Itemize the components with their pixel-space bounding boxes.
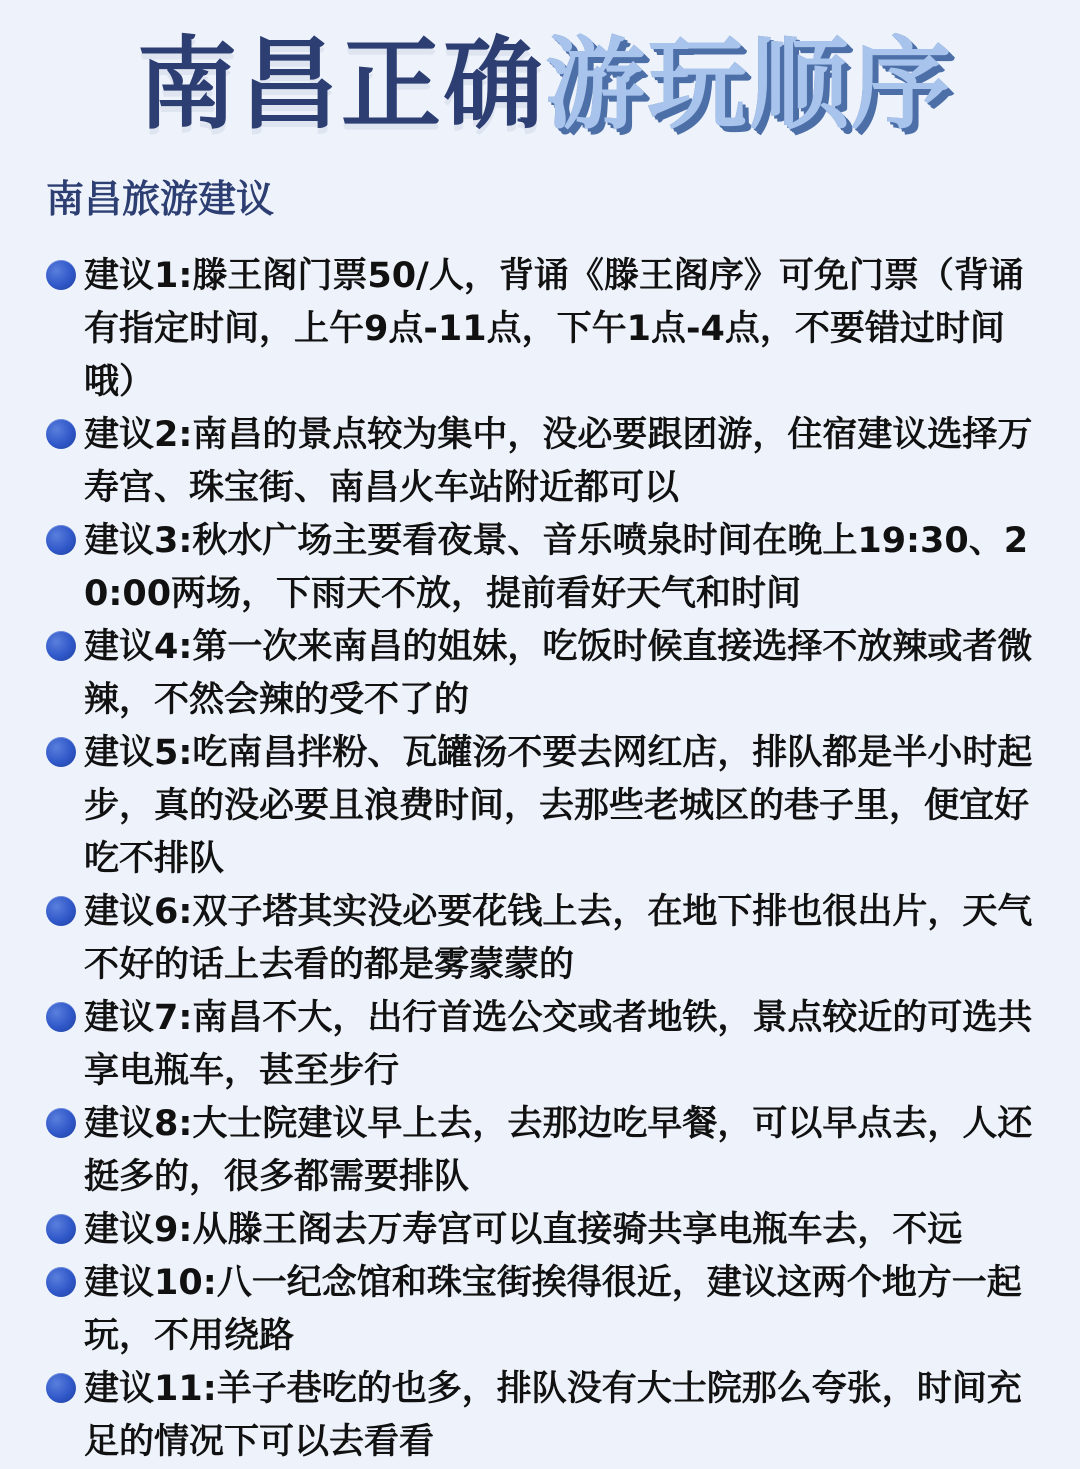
blue-circle-icon — [46, 896, 76, 926]
blue-circle-icon — [46, 1002, 76, 1032]
suggestion-text: 建议5:吃南昌拌粉、瓦罐汤不要去网红店，排队都是半小时起步，真的没必要且浪费时间，去那些老城区的巷子里，便宜好吃不排队 — [84, 733, 1033, 879]
suggestion-text: 建议10:八一纪念馆和珠宝街挨得很近，建议这两个地方一起玩，不用绕路 — [84, 1263, 1022, 1356]
suggestion-text: 建议11:羊子巷吃的也多，排队没有大士院那么夸张，时间充足的情况下可以去看看 — [84, 1369, 1022, 1462]
suggestion-text: 建议9:从滕王阁去万寿宫可以直接骑共享电瓶车去，不远 — [84, 1210, 963, 1250]
blue-circle-icon — [46, 737, 76, 767]
suggestion-text: 建议3:秋水广场主要看夜景、音乐喷泉时间在晚上19:30、20:00两场，下雨天不放，提前看好天气和时间 — [84, 521, 1029, 614]
suggestion-text: 建议6:双子塔其实没必要花钱上去，在地下排也很出片，天气不好的话上去看的都是雾蒙蒙的 — [84, 892, 1033, 985]
blue-circle-icon — [46, 1108, 76, 1138]
list-item — [46, 727, 1044, 886]
list-item — [46, 515, 1044, 621]
blue-circle-icon — [46, 260, 76, 290]
blue-circle-icon — [46, 1373, 76, 1403]
list-item — [46, 409, 1044, 515]
suggestion-text: 建议7:南昌不大，出行首选公交或者地铁，景点较近的可选共享电瓶车，甚至步行 — [84, 998, 1033, 1091]
suggestion-text: 建议1:滕王阁门票50/人，背诵《滕王阁序》可免门票（背诵有指定时间，上午9点-11点，下午1点-4点，不要错过时间哦） — [84, 256, 1024, 402]
section-subtitle: 南昌旅游建议 — [46, 177, 275, 221]
suggestion-text: 建议2:南昌的景点较为集中，没必要跟团游，住宿建议选择万寿宫、珠宝街、南昌火车站附近都可以 — [84, 415, 1033, 508]
suggestion-text: 建议8:大士院建议早上去，去那边吃早餐，可以早点去，人还挺多的，很多都需要排队 — [84, 1104, 1033, 1197]
suggestion-list — [46, 250, 1044, 1469]
list-item — [46, 1363, 1044, 1469]
list-item — [46, 621, 1044, 727]
list-item — [46, 1204, 1044, 1257]
blue-circle-icon — [46, 631, 76, 661]
blue-circle-icon — [46, 1214, 76, 1244]
list-item — [46, 250, 1044, 409]
blue-circle-icon — [46, 1267, 76, 1297]
suggestion-text: 建议4:第一次来南昌的姐妹，吃饭时候直接选择不放辣或者微辣，不然会辣的受不了的 — [84, 627, 1033, 720]
list-item — [46, 992, 1044, 1098]
list-item — [46, 1257, 1044, 1363]
blue-circle-icon — [46, 419, 76, 449]
page-title — [46, 0, 1044, 170]
list-item — [46, 886, 1044, 992]
title-part-2: 游玩顺序 — [545, 26, 953, 143]
blue-circle-icon — [46, 525, 76, 555]
title-part-1: 南昌正确 — [137, 26, 545, 143]
list-item — [46, 1098, 1044, 1204]
